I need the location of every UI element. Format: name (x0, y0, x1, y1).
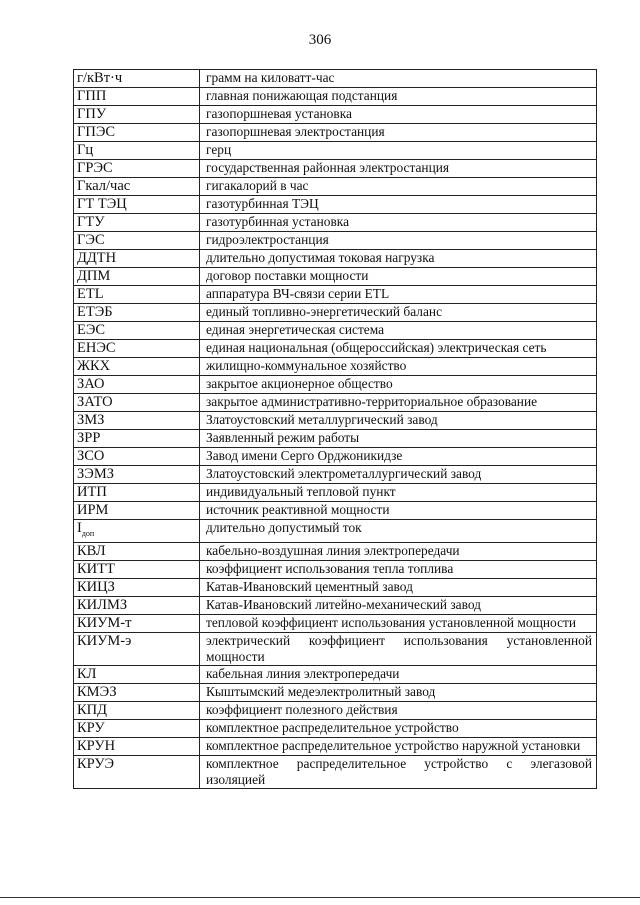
table-row (74, 596, 597, 614)
abbreviation-cell: ГТУ (74, 214, 200, 232)
abbreviation-cell: ГТ ТЭЦ (74, 196, 200, 214)
definition-cell: Кыштымский медеэлектролитный завод (200, 683, 597, 701)
table-row (74, 286, 597, 304)
abbreviation-cell: ЕТЭБ (74, 304, 200, 322)
abbreviation-cell: Гц (74, 142, 200, 160)
table-row (74, 412, 597, 430)
table-row (74, 683, 597, 701)
abbreviation-cell: ЖКХ (74, 358, 200, 376)
abbreviation-cell: ETL (74, 286, 200, 304)
table-row (74, 178, 597, 196)
abbreviation-cell: ИРМ (74, 502, 200, 520)
definition-cell: коэффициент полезного действия (200, 701, 597, 719)
table-row (74, 578, 597, 596)
abbreviation-cell: КИЛМЗ (74, 596, 200, 614)
definition-cell: закрытое административно-территориальное образование (200, 394, 597, 412)
table-row (74, 124, 597, 142)
table-row (74, 142, 597, 160)
definition-cell: длительно допустимый ток (200, 520, 597, 543)
table-row (74, 502, 597, 520)
definition-cell: Завод имени Серго Орджоникидзе (200, 448, 597, 466)
abbreviation-cell: КРУН (74, 737, 200, 755)
abbreviation-cell: ЗАО (74, 376, 200, 394)
definition-cell: гигакалорий в час (200, 178, 597, 196)
definition-cell: индивидуальный тепловой пункт (200, 484, 597, 502)
definition-cell: герц (200, 142, 597, 160)
abbreviation-cell: КИТТ (74, 560, 200, 578)
table-row (74, 232, 597, 250)
abbreviation-cell: ЗРР (74, 430, 200, 448)
definition-cell: тепловой коэффициент использования установленной мощности (200, 614, 597, 632)
table-row (74, 466, 597, 484)
table-row (74, 520, 597, 543)
abbreviation-cell: КПД (74, 701, 200, 719)
definition-cell: договор поставки мощности (200, 268, 597, 286)
abbreviation-cell: КИУМ-э (74, 632, 200, 665)
table-row (74, 719, 597, 737)
abbreviation-cell: ЗМЗ (74, 412, 200, 430)
definition-cell: комплектное распределительное устройство с элегазовой изоляцией (200, 755, 597, 788)
abbreviation-cell: КВЛ (74, 542, 200, 560)
table-row (74, 755, 597, 788)
abbreviation-cell: КИЦЗ (74, 578, 200, 596)
table-row (74, 614, 597, 632)
table-row (74, 632, 597, 665)
definition-cell: единая энергетическая система (200, 322, 597, 340)
definition-cell: Заявленный режим работы (200, 430, 597, 448)
abbreviation-cell: КРУ (74, 719, 200, 737)
definition-cell: грамм на киловатт-час (200, 70, 597, 88)
table-row (74, 542, 597, 560)
definition-cell: коэффициент использования тепла топлива (200, 560, 597, 578)
table-row (74, 250, 597, 268)
definition-cell: главная понижающая подстанция (200, 88, 597, 106)
abbreviation-cell: г/кВт·ч (74, 70, 200, 88)
abbreviation-cell: ИТП (74, 484, 200, 502)
table-row (74, 376, 597, 394)
definition-cell: Златоустовский металлургический завод (200, 412, 597, 430)
definition-cell: электрический коэффициент использования установленной мощности (200, 632, 597, 665)
definition-cell: аппаратура ВЧ-связи серии ETL (200, 286, 597, 304)
abbreviation-cell: ГПЭС (74, 124, 200, 142)
abbreviation-cell: КИУМ-т (74, 614, 200, 632)
definition-cell: единая национальная (общероссийская) электрическая сеть (200, 340, 597, 358)
abbreviation-cell: ДДТН (74, 250, 200, 268)
definition-cell: гидроэлектростанция (200, 232, 597, 250)
abbreviation-cell: ГЭС (74, 232, 200, 250)
abbreviation-cell: ЗАТО (74, 394, 200, 412)
definition-cell: кабельная линия электропередачи (200, 665, 597, 683)
definition-cell: жилищно-коммунальное хозяйство (200, 358, 597, 376)
abbreviation-cell: ЕЭС (74, 322, 200, 340)
definition-cell: кабельно-воздушная линия электропередачи (200, 542, 597, 560)
definition-cell: источник реактивной мощности (200, 502, 597, 520)
page-number: 306 (308, 32, 332, 48)
table-row (74, 430, 597, 448)
table-row (74, 448, 597, 466)
table-row (74, 560, 597, 578)
definition-cell: государственная районная электростанция (200, 160, 597, 178)
table-row (74, 701, 597, 719)
abbreviation-cell: КЛ (74, 665, 200, 683)
page-bottom-rule (0, 897, 640, 898)
abbreviations-table (73, 69, 597, 789)
abbreviations-table-body (74, 70, 597, 789)
abbreviation-cell: $I_{доп}$ (74, 520, 200, 543)
abbreviation-cell: ГПП (74, 88, 200, 106)
definition-cell: газопоршневая электростанция (200, 124, 597, 142)
table-row (74, 394, 597, 412)
definition-cell: закрытое акционерное общество (200, 376, 597, 394)
table-row (74, 214, 597, 232)
table-row (74, 737, 597, 755)
table-row (74, 196, 597, 214)
definition-cell: комплектное распределительное устройство (200, 719, 597, 737)
definition-cell: газотурбинная ТЭЦ (200, 196, 597, 214)
table-row (74, 358, 597, 376)
abbreviation-cell: КРУЭ (74, 755, 200, 788)
definition-cell: газотурбинная установка (200, 214, 597, 232)
definition-cell: Златоустовский электрометаллургический завод (200, 466, 597, 484)
abbreviation-cell: ГПУ (74, 106, 200, 124)
table-row (74, 340, 597, 358)
abbreviation-cell: ГРЭС (74, 160, 200, 178)
abbreviation-cell: ЗЭМЗ (74, 466, 200, 484)
definition-cell: газопоршневая установка (200, 106, 597, 124)
table-row (74, 160, 597, 178)
definition-cell: Катав-Ивановский цементный завод (200, 578, 597, 596)
table-row (74, 106, 597, 124)
definition-cell: Катав-Ивановский литейно-механический завод (200, 596, 597, 614)
definition-cell: комплектное распределительное устройство наружной установки (200, 737, 597, 755)
table-row (74, 88, 597, 106)
table-row (74, 268, 597, 286)
abbreviation-cell: Гкал/час (74, 178, 200, 196)
table-row (74, 665, 597, 683)
table-row (74, 484, 597, 502)
abbreviation-cell: КМЭЗ (74, 683, 200, 701)
abbreviation-cell: ДПМ (74, 268, 200, 286)
table-row (74, 322, 597, 340)
table-row (74, 304, 597, 322)
abbreviation-cell: ЗСО (74, 448, 200, 466)
definition-cell: единый топливно-энергетический баланс (200, 304, 597, 322)
table-row (74, 70, 597, 88)
definition-cell: длительно допустимая токовая нагрузка (200, 250, 597, 268)
abbreviation-cell: ЕНЭС (74, 340, 200, 358)
